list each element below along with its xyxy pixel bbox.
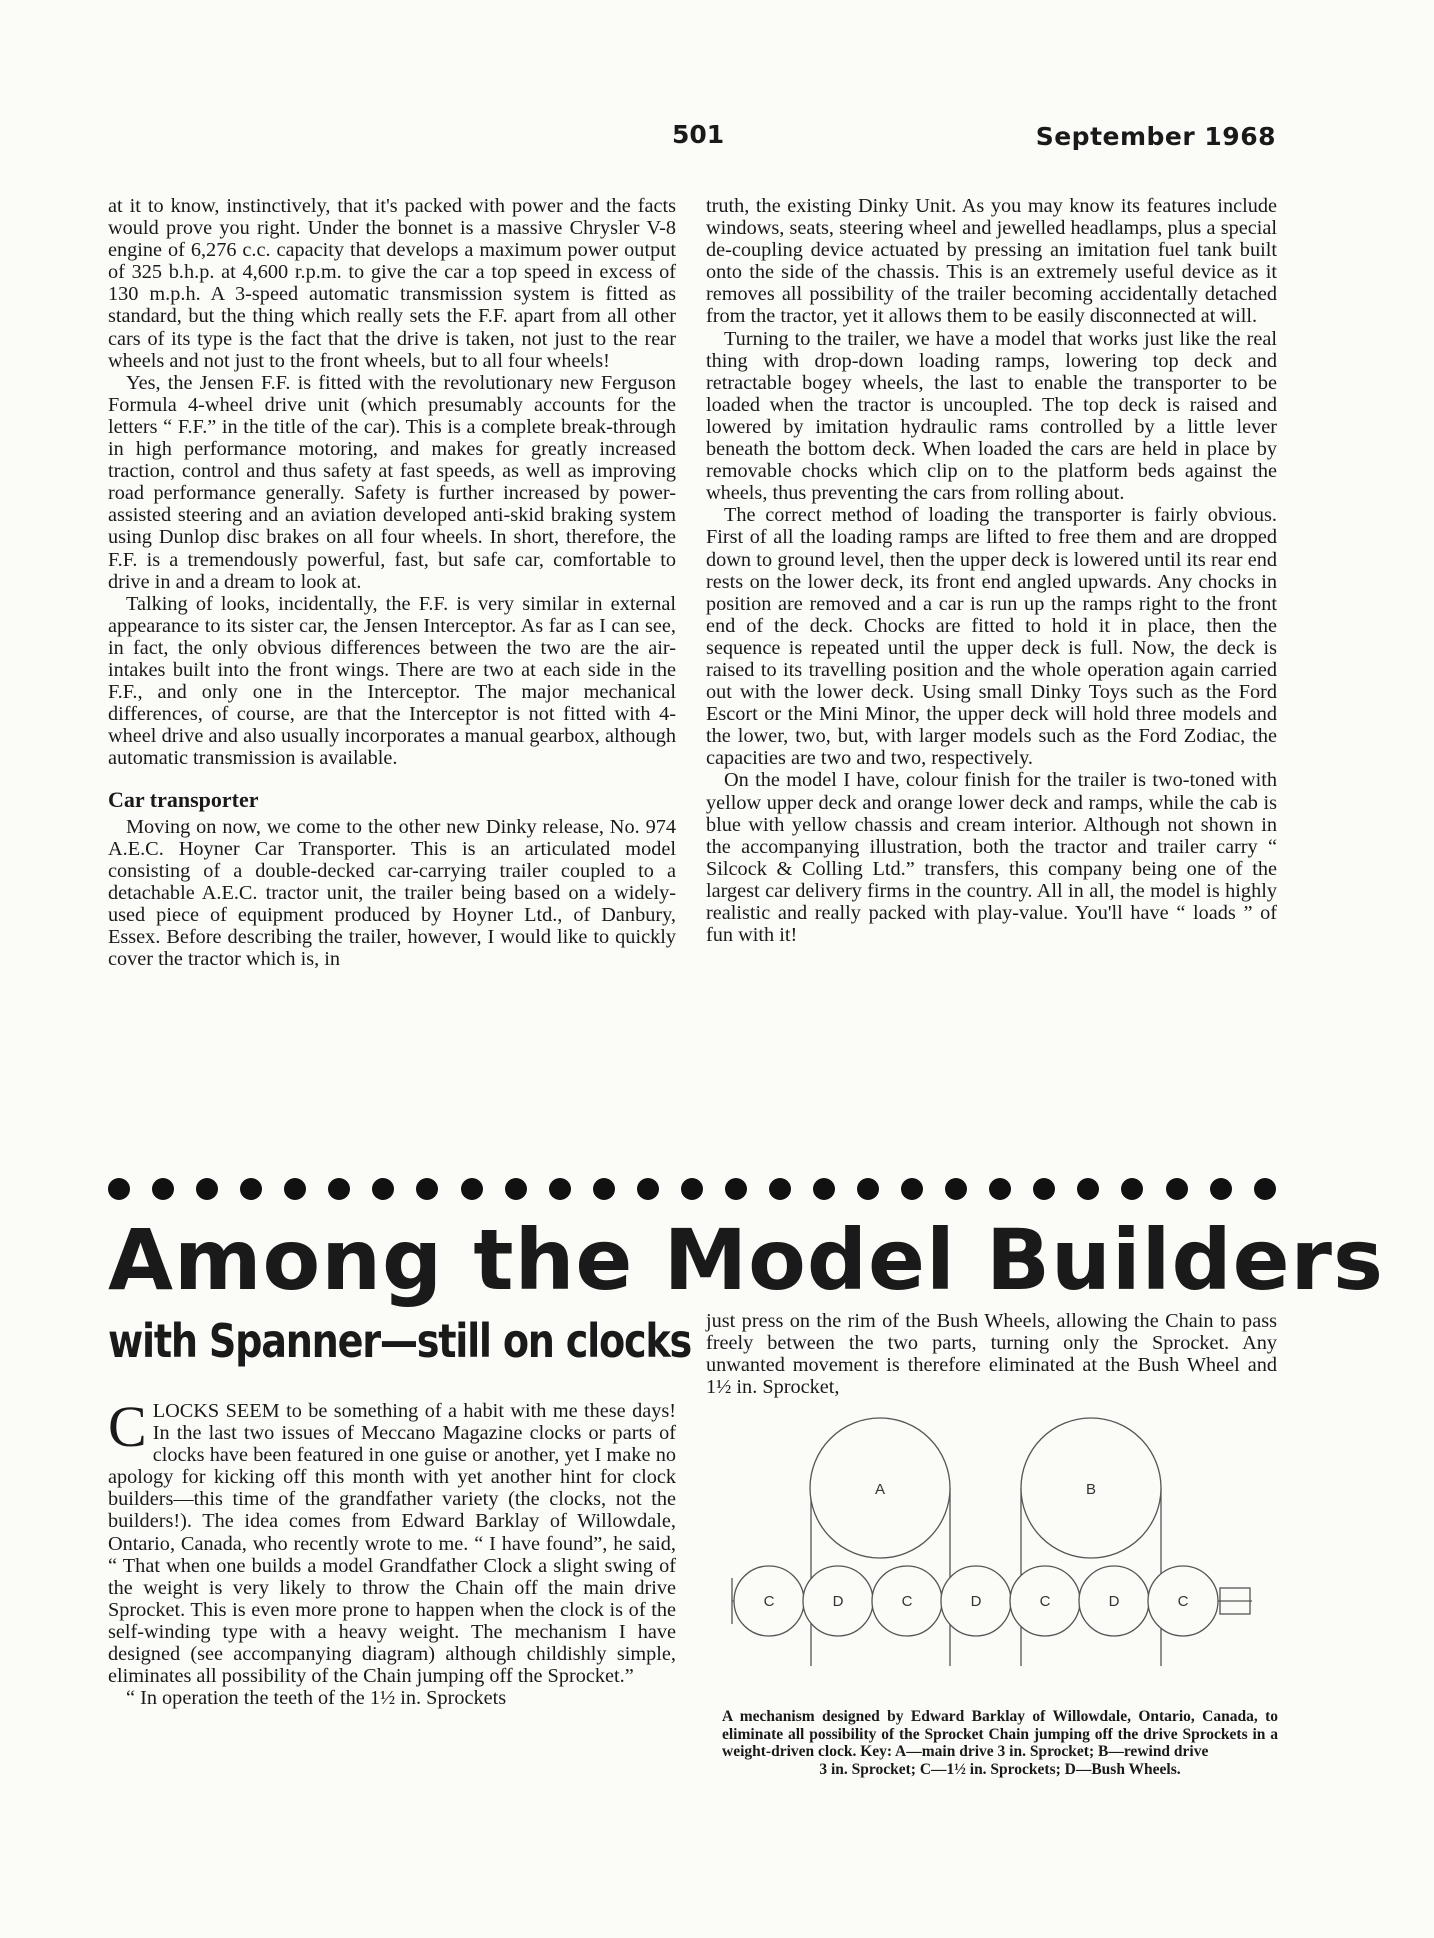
article-column-right (706, 195, 1277, 946)
dot-separator (108, 1174, 1276, 1204)
separator-dot (1033, 1178, 1055, 1200)
opening-paragraph (108, 1394, 676, 1688)
article-headline: Among the Model Builders (108, 1211, 1384, 1309)
paragraph: truth, the existing Dinky Unit. As you may know its features include windows, seats, steering wheel and jewelled headlamps, plus a special de-coupling device actuated by pressing an imitation fuel tank built onto the side of the chassis. This is an extremely useful device as it removes all possibility of the trailer becoming accidentally detached from the tractor, yet it allows them to be easily disconnected at will. (706, 195, 1277, 328)
separator-dot (240, 1178, 262, 1200)
paragraph: just press on the rim of the Bush Wheels, allowing the Chain to pass freely between the two parts, turning only the Sprocket. Any unwanted movement is therefore eliminated at the Bush Wheel and 1½ in. Sprocket, (706, 1310, 1277, 1399)
separator-dot (857, 1178, 879, 1200)
figure-caption (722, 1708, 1278, 1778)
separator-dot (196, 1178, 218, 1200)
separator-dot (152, 1178, 174, 1200)
separator-dot (989, 1178, 1011, 1200)
sprocket-label: A (874, 1481, 886, 1498)
separator-dot (416, 1178, 438, 1200)
caption-text: A mechanism designed by Edward Barklay of Willowdale, Ontario, Canada, to eliminate all possibility of the Sprocket Chain jumping off the drive Sprockets in a weight-driven clock. Key: A—main drive 3 in. Sprocket; B—rewind drive (722, 1708, 1278, 1760)
sprocket-diagram (712, 1416, 1272, 1696)
separator-dot (1254, 1178, 1276, 1200)
wheel-label: C (763, 1593, 775, 1610)
caption-text-end: 3 in. Sprocket; C—1½ in. Sprockets; D—Bush Wheels. (819, 1760, 1181, 1778)
separator-dot (1077, 1178, 1099, 1200)
separator-dot (681, 1178, 703, 1200)
clock-article-column-left (108, 1394, 676, 1710)
separator-dot (813, 1178, 835, 1200)
separator-dot (549, 1178, 571, 1200)
issue-date: September 1968 (1035, 122, 1276, 151)
wheel-label: C (901, 1593, 913, 1610)
separator-dot (725, 1178, 747, 1200)
section-subheading: Car transporter (108, 787, 259, 813)
separator-dot (637, 1178, 659, 1200)
wheel-label: D (1108, 1593, 1120, 1610)
wheel-label: D (970, 1593, 982, 1610)
separator-dot (769, 1178, 791, 1200)
wheel-label: C (1177, 1593, 1189, 1610)
separator-dot (461, 1178, 483, 1200)
paragraph: The correct method of loading the transporter is fairly obvious. First of all the loading ramps are lifted to free them and are dropped down to ground level, then the upper deck is lowered until its rear end rests on the lower deck, its front end angled upwards. Any chocks in position are removed and a car is run up the ramps right to the front end of the deck. Chocks are fitted to hold it in place, then the sequence is repeated until the upper deck is full. Now, the deck is raised to its travelling position and the whole operation again carried out with the lower deck. Using small Dinky Toys such as the Ford Escort or the Mini Minor, the upper deck will hold three models and the lower, two, but, with larger models such as the Ford Zodiac, the capacities are two and two, respectively. (706, 504, 1277, 770)
paragraph: Moving on now, we come to the other new Dinky release, No. 974 A.E.C. Hoyner Car Transporter. This is an articulated model consisting of a double-decked car-carrying trailer coupled to a detachable A.E.C. tractor unit, the trailer being based on a widely-used piece of equipment produced by Hoyner Ltd., of Danbury, Essex. Before describing the trailer, however, I would like to quickly cover the tractor which is, in (108, 815, 676, 971)
separator-dot (1210, 1178, 1232, 1200)
page-number: 501 (672, 120, 725, 149)
separator-dot (901, 1178, 923, 1200)
separator-dot (593, 1178, 615, 1200)
paragraph: Talking of looks, incidentally, the F.F. is very similar in external appearance to its sister car, the Jensen Interceptor. As far as I can see, in fact, the only obvious differences between the two are the air-intakes built into the front wings. There are two at each side in the F.F., and only one in the Interceptor. The major mechanical differences, of course, are that the Interceptor is not fitted with 4-wheel drive and also usually incorporates a manual gearbox, although automatic transmission is available. (108, 592, 676, 770)
article-column-left (108, 195, 676, 970)
separator-dot (945, 1178, 967, 1200)
article-subtitle: with Spanner—still on clocks (108, 1314, 692, 1368)
separator-dot (328, 1178, 350, 1200)
paragraph: “ In operation the teeth of the 1½ in. Sprockets (126, 1687, 507, 1710)
separator-dot (284, 1178, 306, 1200)
sprocket-label: B (1085, 1481, 1097, 1498)
paragraph: Turning to the trailer, we have a model that works just like the real thing with drop-down loading ramps, lowering top deck and retractable bogey wheels, the last to enable the transporter to be loaded when the tractor is uncoupled. The top deck is raised and lowered by imitation hydraulic rams controlled by a little lever beneath the bottom deck. When loaded the cars are held in place by removable chocks which clip on to the platform beds against the wheels, thus preventing the cars from rolling about. (706, 327, 1277, 505)
separator-dot (108, 1178, 130, 1200)
paragraph: at it to know, instinctively, that it's packed with power and the facts would prove you right. Under the bonnet is a massive Chrysler V-8 engine of 6,276 c.c. capacity that develops a maximum power output of 325 b.h.p. at 4,600 r.p.m. to give the car a top speed in excess of 130 m.p.h. A 3-speed automatic transmission system is fitted as standard, but the thing which really sets the F.F. apart from all other cars of its type is the fact that the drive is taken, not just to the rear wheels and not just to the front wheels, but to all four wheels! (108, 195, 676, 372)
drop-cap: C (108, 1394, 147, 1459)
separator-dot (1121, 1178, 1143, 1200)
paragraph-text: LOCKS SEEM to be something of a habit with me these days! In the last two issues of Meccano Magazine clocks or parts of clocks have been featured in one guise or another, yet I make no apology for kicking off this month with yet another hint for clock builders—this time of the grandfather variety (the clocks, not the builders!). The idea comes from Edward Barklay of Willowdale, Ontario, Canada, who recently wrote to me. “ I have found”, he said, “ That when one builds a model Grandfather Clock a slight swing of the weight is very likely to throw the Chain off the main drive Sprocket. This is even more prone to happen when the clock is of the self-winding type with a heavy weight. The mechanism I have designed (see accompanying diagram) although childishly simple, eliminates all possibility of the Chain jumping off the Sprocket.” (108, 1400, 676, 1688)
paragraph: On the model I have, colour finish for the trailer is two-toned with yellow upper deck and orange lower deck and ramps, while the cab is blue with yellow chassis and cream interior. Although not shown in the accompanying illustration, both the tractor and trailer carry “ Silcock & Colling Ltd.” transfers, this company being one of the largest car delivery firms in the country. All in all, the model is highly realistic and really packed with play-value. You'll have “ loads ” of fun with it! (706, 769, 1277, 947)
wheel-label: D (832, 1593, 844, 1610)
wheel-label: C (1039, 1593, 1051, 1610)
separator-dot (505, 1178, 527, 1200)
clock-article-column-right (706, 1310, 1277, 1398)
paragraph: Yes, the Jensen F.F. is fitted with the revolutionary new Ferguson Formula 4-wheel drive unit (which presumably accounts for the letters “ F.F.” in the title of the car). This is a complete break-through in high performance motoring, and makes for greatly increased traction, control and thus safety at fast speeds, as well as improving road performance generally. Safety is further increased by power-assisted steering and an aviation developed anti-skid braking system using Dunlop disc brakes on all four wheels. In short, therefore, the F.F. is a tremendously powerful, fast, but safe car, comfortable to drive in and a dream to look at. (108, 371, 676, 593)
separator-dot (1166, 1178, 1188, 1200)
separator-dot (372, 1178, 394, 1200)
